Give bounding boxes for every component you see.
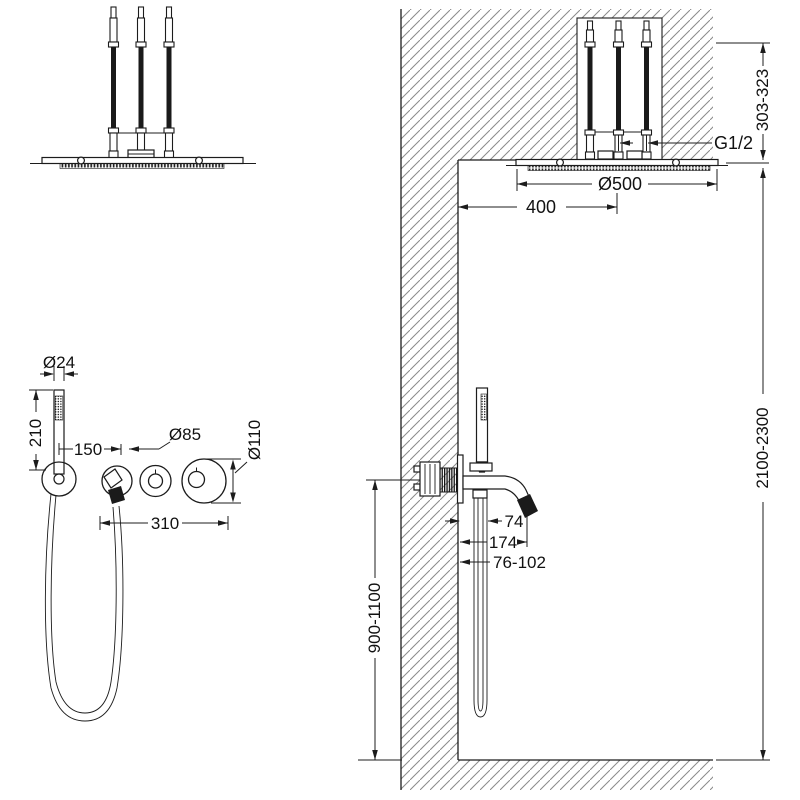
dim-label-d24: Ø24 <box>42 353 76 372</box>
mount-screw <box>196 157 203 164</box>
dim-label-d110: Ø110 <box>245 419 264 461</box>
dim-label-174: 174 <box>488 533 518 552</box>
dim-label-150: 150 <box>73 440 103 459</box>
dim-d500 <box>517 169 717 194</box>
supply-pipe <box>109 7 119 158</box>
dim-d24 <box>40 353 78 381</box>
hose-coupling <box>473 490 487 498</box>
dim-label-g12: G1/2 <box>714 133 754 153</box>
mount-screw <box>557 159 564 166</box>
ceiling-shower-front-view <box>30 7 256 169</box>
wall-escutcheon <box>458 455 464 503</box>
dim-label-310: 310 <box>150 514 180 533</box>
spray-nozzle-band <box>528 166 710 171</box>
dim-label-303-323: 303-323 <box>753 68 772 132</box>
dim-label-76-102: 76-102 <box>493 553 546 572</box>
dim-174 <box>460 533 527 552</box>
mount-screw <box>78 157 85 164</box>
dim-310 <box>100 514 228 533</box>
shower-head-plate <box>516 160 718 166</box>
spout-trim <box>102 466 132 504</box>
dim-label-74: 74 <box>504 512 524 531</box>
installation-section-view <box>358 9 772 790</box>
supply-pipe <box>136 7 146 158</box>
wall-hatch <box>401 9 713 790</box>
dim-label-d85: Ø85 <box>168 425 202 444</box>
shower-hose-section <box>474 498 487 717</box>
spout-tip <box>108 486 125 504</box>
dim-2100-2300 <box>716 168 772 760</box>
shower-head-plate <box>42 158 243 164</box>
control-knob-small <box>140 466 171 497</box>
dim-label-900-1100: 900-1100 <box>365 582 384 654</box>
dim-150 <box>59 440 121 459</box>
dim-400 <box>458 193 617 217</box>
shower-holder <box>470 463 492 471</box>
control-knob-large <box>182 459 226 503</box>
dim-label-210: 210 <box>26 418 45 448</box>
dim-76-102 <box>460 553 546 572</box>
mount-screw <box>673 159 680 166</box>
hose-loop <box>45 494 123 721</box>
dim-d85 <box>129 425 201 452</box>
junction-box <box>627 151 642 159</box>
dim-label-d500: Ø500 <box>597 174 643 194</box>
dim-210 <box>26 390 53 470</box>
dim-label-2100-2300: 2100-2300 <box>753 407 772 489</box>
trim-detail-view <box>26 353 264 721</box>
supply-pipe <box>164 7 174 158</box>
dim-label-400: 400 <box>525 197 557 217</box>
junction-box <box>598 151 613 159</box>
